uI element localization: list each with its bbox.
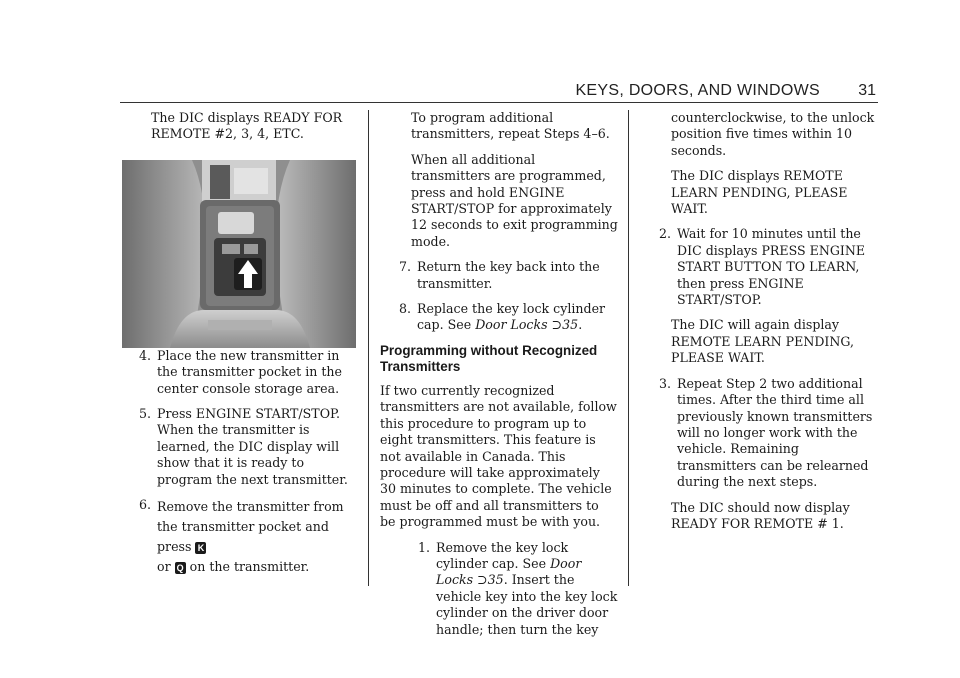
procedure-paragraph: If two currently recognized transmitters are not available, follow this procedure to program up to eight transmitters. This feature is not available in Canada. This procedure will take approximately 30 minutes to complete. The vehicle must be off and all transmitters to be programmed must be with you. <box>380 382 617 530</box>
step-4 <box>120 348 356 397</box>
column-2 <box>380 110 618 647</box>
step-text: Wait for 10 minutes until the DIC displays PRESS ENGINE START BUTTON TO LEARN, then press ENGINE START/STOP. <box>677 226 866 308</box>
page-ref-icon: ⊃ <box>477 572 488 588</box>
step-7 <box>380 259 618 292</box>
dic-pending-again-text: The DIC will again display REMOTE LEARN PENDING, PLEASE WAIT. <box>671 317 855 366</box>
step6-or: or <box>157 559 171 575</box>
step-text <box>151 497 356 577</box>
step-number: 2. <box>658 226 671 242</box>
step-number: 6. <box>138 497 151 513</box>
console-photo <box>122 160 356 348</box>
sub1-text-b: . Insert the vehicle key into the key lock cylinder on the driver door handle; then turn the key <box>436 572 618 637</box>
header-rule <box>120 102 878 103</box>
door-locks-link[interactable]: Door Locks <box>475 317 548 333</box>
step-text: Press ENGINE START/STOP. When the transmitter is learned, the DIC display will show that it is ready to program the next transmitter. <box>157 406 348 487</box>
step-text: Repeat Step 2 two additional times. After the third time all previously known transmitters will no longer work with the vehicle. Remaining transmitters can be relearned during the next steps. <box>677 375 873 490</box>
door-locks-page[interactable]: 35 <box>487 572 504 588</box>
step-3 <box>640 376 878 491</box>
sub-step-1 <box>380 540 618 638</box>
program-additional-text: To program additional transmitters, repeat Steps 4–6. <box>411 110 610 142</box>
step8-end: . <box>578 317 583 333</box>
step6-text-a: Remove the transmitter from the transmitter pocket and press <box>157 499 344 555</box>
step-5 <box>120 406 356 488</box>
step6-text-b: on the transmitter. <box>189 559 310 575</box>
column-divider-1 <box>368 110 369 586</box>
exit-programming-text: When all additional transmitters are programmed, press and hold ENGINE START/STOP for approximately 12 seconds to exit programming mode. <box>411 151 618 249</box>
lock-button-icon: K <box>195 542 206 554</box>
continued-text: counterclockwise, to the unlock position five times within 10 seconds. <box>671 110 875 158</box>
dic-ready-text: The DIC should now display READY FOR REMOTE # 1. <box>671 499 850 531</box>
door-locks-page[interactable]: 35 <box>562 317 579 333</box>
step-text <box>411 301 618 334</box>
door-locks-link[interactable]: Door Locks <box>436 555 582 588</box>
step-6 <box>120 497 356 577</box>
dic-pending-text: The DIC displays REMOTE LEARN PENDING, PLEASE WAIT. <box>671 168 848 217</box>
step-text <box>430 540 618 638</box>
step-2 <box>640 226 878 308</box>
page-ref-icon: ⊃ <box>551 317 563 333</box>
step-number: 3. <box>658 375 671 391</box>
column-divider-2 <box>628 110 629 586</box>
console-illustration <box>122 160 356 348</box>
section-heading: Programming without Recognized Transmitters <box>380 342 598 374</box>
step-text: Return the key back into the transmitter. <box>417 259 600 291</box>
step-text: Place the new transmitter in the transmitter pocket in the center console storage area. <box>157 347 342 396</box>
intro-text: The DIC displays READY FOR REMOTE #2, 3, 4, ETC. <box>151 110 343 142</box>
unlock-button-icon: Q <box>176 562 184 573</box>
step-number: 4. <box>138 347 151 363</box>
section-title: KEYS, DOORS, AND WINDOWS <box>575 82 820 99</box>
step-number: 7. <box>398 259 411 275</box>
page-number: 31 <box>858 82 876 99</box>
step-8 <box>380 301 618 334</box>
page-header <box>120 82 878 102</box>
step-number: 5. <box>138 406 151 422</box>
step-number: 1. <box>417 539 430 555</box>
step-number: 8. <box>398 301 411 317</box>
step8-text: Replace the key lock cylinder cap. See <box>417 301 606 333</box>
sub1-text-a: Remove the key lock cylinder cap. See <box>436 539 569 571</box>
column-3 <box>640 110 878 541</box>
